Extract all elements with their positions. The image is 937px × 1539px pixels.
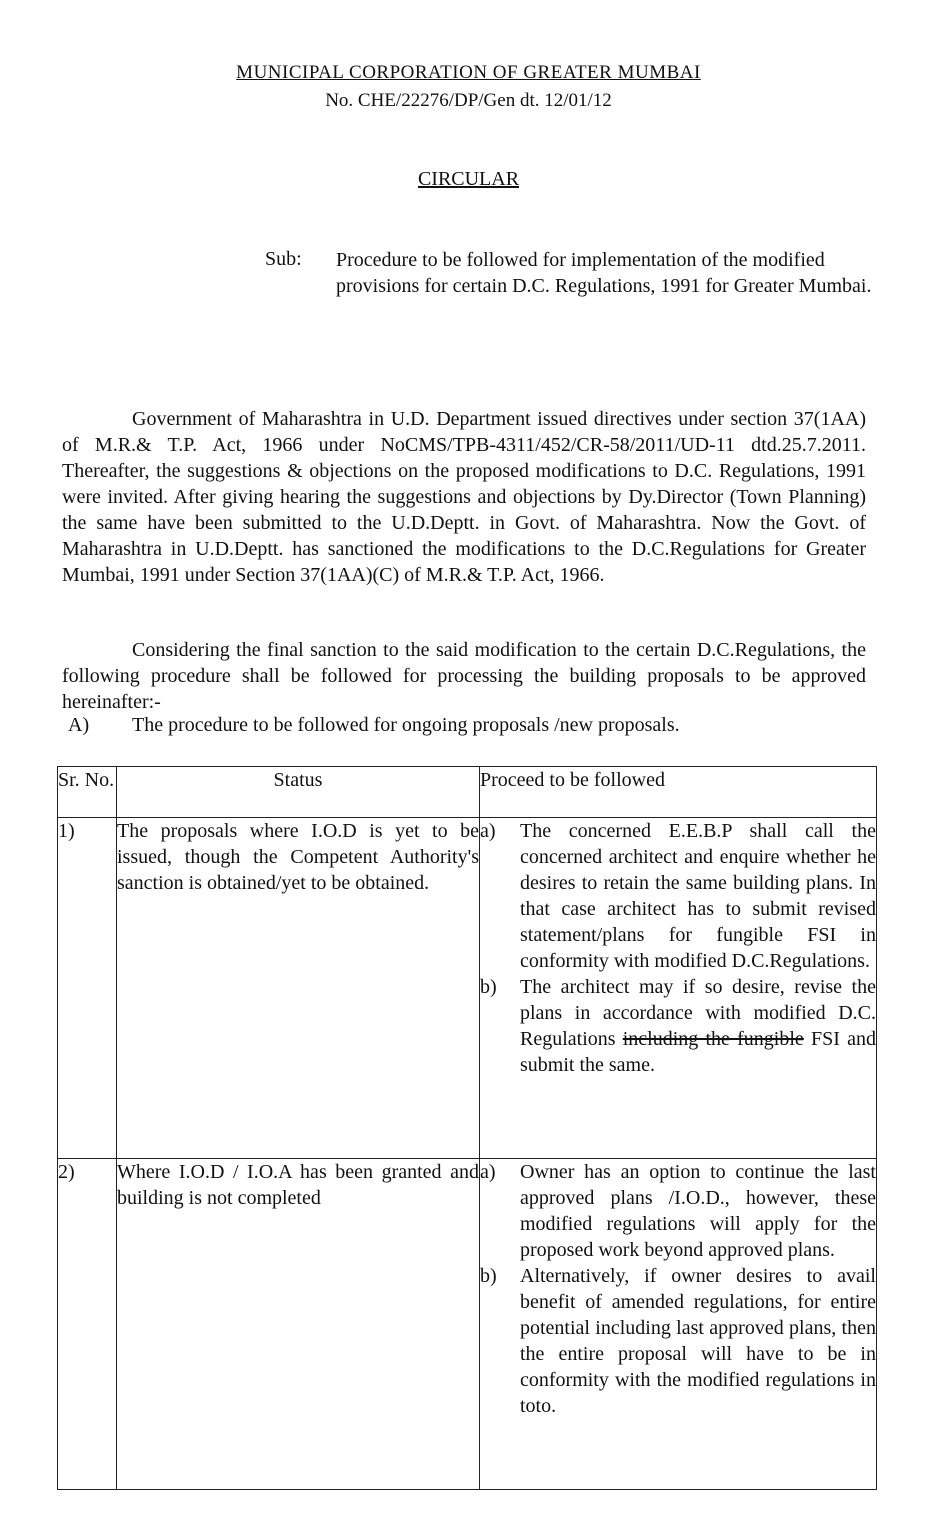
row-sr-no: 2) [58,1159,117,1490]
table-row [58,1159,877,1490]
circular-title: CIRCULAR [417,168,520,190]
struck-text: including the fungible [622,1028,804,1050]
reference-number: No. CHE/22276/DP/Gen dt. 12/01/12 [325,90,612,111]
proceed-item-label: b) [480,1265,497,1287]
proceed-item-text: Owner has an option to continue the last approved plans /I.O.D., however, these modified regulations will apply for the proposed work beyond approved plans. [520,1161,876,1261]
proceed-item [480,1159,876,1263]
table-row [58,818,877,1159]
proceed-item [480,974,876,1078]
row-sr-no: 1) [58,818,117,1159]
subject-label: Sub: [265,248,302,270]
row-proceed [480,1159,877,1490]
proceed-item-text: The concerned E.E.B.P shall call the concerned architect and enquire whether he desires to retain the same building plans. In that case architect has to submit revised statement/plans for fungible FSI in conformity with modified D.C.Regulations. [520,820,876,972]
subject-text: Procedure to be followed for implementation of the modified provisions for certain D.C. Regulations, 1991 for Greater Mumbai. [336,249,872,297]
procedure-a-label: A) [68,714,90,736]
text-part: The architect may if so desire, revise the plans in accordance with modified D.C. Regulations [520,976,876,1050]
paragraph-background: Government of Maharashtra in U.D. Department issued directives under section 37(1AA) of M.R.& T.P. Act, 1966 under NoCMS/TPB-4311/452/CR-58/2011/UD-11 dtd.25.7.2011. Thereafter, the suggestions & objections on the proposed modifications to D.C. Regulations, 1991 were invited. After giving hearing the suggestions and objections by Dy.Director (Town Planning) the same have been submitted to the U.D.Deptt. in Govt. of Maharashtra. Now the Govt. of Maharashtra in U.D.Deptt. has sanctioned the modifications to the D.C.Regulations for Greater Mumbai, 1991 under Section 37(1AA)(C) of M.R.& T.P. Act, 1966. [62,408,866,586]
proceed-item-label: a) [480,1161,496,1183]
proceed-item [480,1263,876,1419]
table-header-row [58,767,877,818]
proceed-item-text [520,974,876,1078]
organization-heading [0,62,937,84]
header-proceed: Proceed to be followed [480,767,877,818]
row-status: The proposals where I.O.D is yet to be issued, though the Competent Authority's sanction is obtained/yet to be obtained. [117,818,480,1159]
proceed-item-label: b) [480,976,497,998]
procedure-table [57,766,877,1490]
organization-name: MUNICIPAL CORPORATION OF GREATER MUMBAI [236,62,701,83]
proceed-item-label: a) [480,820,496,842]
paragraph-procedure-intro: Considering the final sanction to the said modification to the certain D.C.Regulations, the following procedure shall be followed for processing the building proposals to be approved hereinafter:- [62,639,866,713]
row-proceed [480,818,877,1159]
procedure-a-text: The procedure to be followed for ongoing proposals /new proposals. [132,714,680,736]
proceed-item [480,818,876,974]
proceed-item-text: Alternatively, if owner desires to avail benefit of amended regulations, for entire potential including last approved plans, then the entire proposal will have to be in conformity with the modified regulations in toto. [520,1265,876,1417]
row-status: Where I.O.D / I.O.A has been granted and building is not completed [117,1159,480,1490]
document-title [0,168,937,191]
header-sr-no: Sr. No. [58,767,117,818]
text-part: FSI and submit the same. [520,1028,876,1076]
header-status: Status [117,767,480,818]
